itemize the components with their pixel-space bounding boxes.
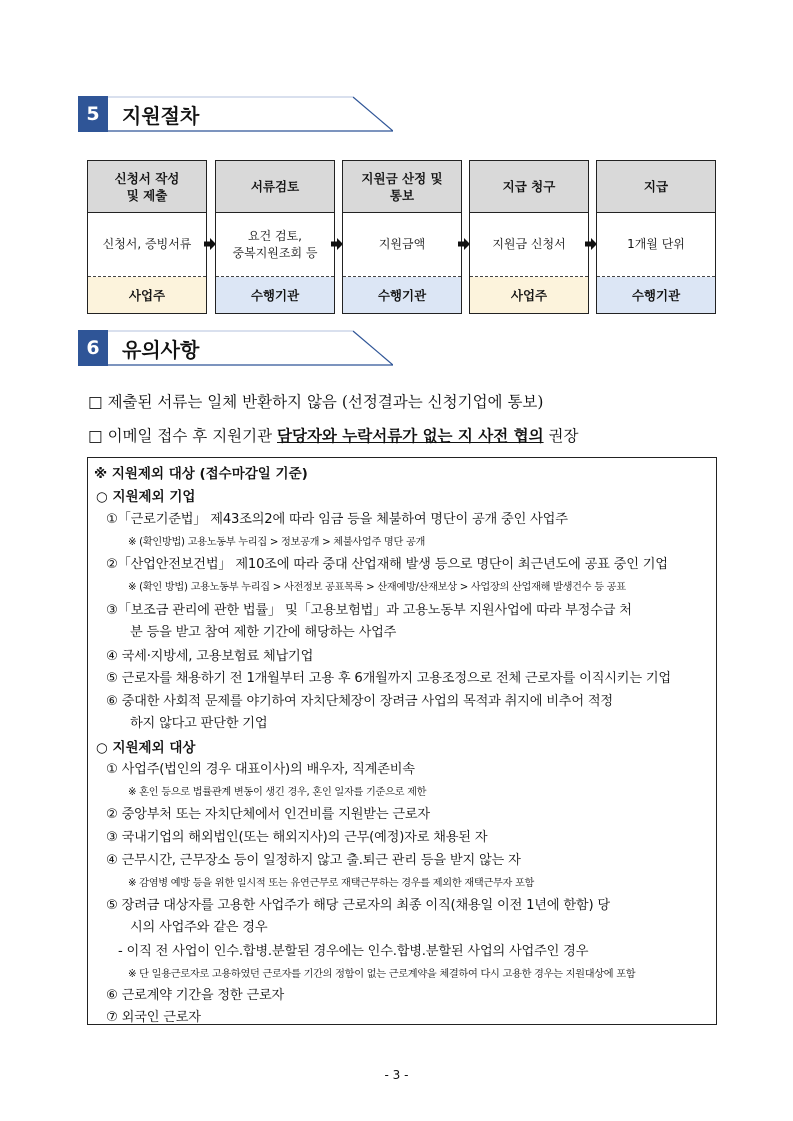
box-item-continued: 하지 않다고 판단한 기업 bbox=[130, 716, 268, 731]
flow-step-head: 서류검토 bbox=[216, 161, 334, 213]
box-remark: ※ 단 일용근로자로 고용하였던 근로자를 기간의 정함이 없는 근로계약을 체결하여 다시 고용한 경우는 지원대상에 포함 bbox=[128, 969, 636, 980]
section-5-underline-icon bbox=[108, 96, 393, 132]
box-item: ⑥ 근로계약 기간을 정한 근로자 bbox=[106, 988, 285, 1003]
flow-step-head: 지원금 산정 및 통보 bbox=[343, 161, 461, 213]
box-subheading: ○ 지원제외 기업 bbox=[96, 489, 196, 505]
box-item: ① 사업주(법인의 경우 대표이사)의 배우자, 직계존비속 bbox=[106, 762, 415, 777]
flow-step-head: 지급 bbox=[597, 161, 715, 213]
flow-step-head: 지급 청구 bbox=[470, 161, 588, 213]
flow-step-body: 신청서, 증빙서류 bbox=[88, 213, 206, 277]
box-remark: ※ (확인 방법) 고용노동부 누리집 > 사전정보 공표목록 > 산재예방/산재보상 > 사업장의 산업재해 발생건수 등 공표 bbox=[128, 582, 626, 593]
note-line-1: □ 제출된 서류는 일체 반환하지 않음 (선정결과는 신청기업에 통보) bbox=[88, 393, 544, 411]
flow-step-2 bbox=[215, 160, 335, 314]
flow-step-actor: 사업주 bbox=[470, 277, 588, 313]
box-item: ①「근로기준법」 제43조의2에 따라 임금 등을 체불하여 명단이 공개 중인 사업주 bbox=[106, 512, 568, 527]
section-5-title: 지원절차 bbox=[122, 104, 200, 128]
box-remark: ※ (확인방법) 고용노동부 누리집 > 정보공개 > 체불사업주 명단 공개 bbox=[128, 537, 426, 548]
page-number: - 3 - bbox=[384, 1068, 409, 1082]
note-line-2-post: 권장 bbox=[543, 427, 579, 445]
flow-step-body: 1개월 단위 bbox=[597, 213, 715, 277]
flow-step-body: 지원금 신청서 bbox=[470, 213, 588, 277]
box-item: ④ 근무시간, 근무장소 등이 일정하지 않고 출.퇴근 관리 등을 받지 않는 자 bbox=[106, 853, 521, 868]
box-item: ⑥ 중대한 사회적 문제를 야기하여 자치단체장이 장려금 사업의 목적과 취지에 비추어 적정 bbox=[106, 694, 613, 709]
box-item: ② 중앙부처 또는 자치단체에서 인건비를 지원받는 근로자 bbox=[106, 807, 430, 822]
box-item-continued: 분 등을 받고 참여 제한 기간에 해당하는 사업주 bbox=[130, 625, 397, 640]
box-item-continued: 시의 사업주와 같은 경우 bbox=[130, 920, 268, 935]
note-line-2-emphasis: 담당자와 누락서류가 없는 지 사전 협의 bbox=[277, 426, 544, 445]
box-heading: ※ 지원제외 대상 (접수마감일 기준) bbox=[94, 466, 308, 482]
flow-step-body: 지원금액 bbox=[343, 213, 461, 277]
flow-step-actor: 수행기관 bbox=[216, 277, 334, 313]
section-6-number: 6 bbox=[78, 330, 108, 366]
section-5-number: 5 bbox=[78, 96, 108, 132]
box-subheading: ○ 지원제외 대상 bbox=[96, 740, 196, 756]
flow-step-actor: 수행기관 bbox=[597, 277, 715, 313]
box-item: ③ 국내기업의 해외법인(또는 해외지사)의 근무(예정)자로 채용된 자 bbox=[106, 830, 488, 845]
procedure-flow bbox=[87, 160, 717, 314]
box-item: ②「산업안전보건법」 제10조에 따라 중대 산업재해 발생 등으로 명단이 최근년도에 공표 중인 기업 bbox=[106, 557, 668, 572]
section-6-title: 유의사항 bbox=[122, 338, 200, 362]
flow-step-3 bbox=[342, 160, 462, 314]
box-item: ⑤ 장려금 대상자를 고용한 사업주가 해당 근로자의 최종 이직(채용일 이전 1년에 한함) 당 bbox=[106, 898, 610, 913]
flow-step-head: 신청서 작성 및 제출 bbox=[88, 161, 206, 213]
section-6-underline-icon bbox=[108, 330, 393, 366]
box-item: ③「보조금 관리에 관한 법률」 및「고용보험법」과 고용노동부 지원사업에 따라 부정수급 처 bbox=[106, 603, 632, 618]
box-remark: ※ 혼인 등으로 법률관계 변동이 생긴 경우, 혼인 일자를 기준으로 제한 bbox=[128, 787, 427, 798]
flow-step-4 bbox=[469, 160, 589, 314]
note-line-2 bbox=[88, 424, 578, 446]
flow-step-5 bbox=[596, 160, 716, 314]
section-6-header bbox=[78, 330, 393, 366]
box-item: ④ 국세·지방세, 고용보험료 체납기업 bbox=[106, 649, 314, 664]
box-item: ⑦ 외국인 근로자 bbox=[106, 1010, 201, 1025]
box-subitem: - 이직 전 사업이 인수.합병.분할된 경우에는 인수.합병.분할된 사업의 사업주인 경우 bbox=[118, 944, 589, 959]
note-line-2-pre: □ 이메일 접수 후 지원기관 bbox=[88, 427, 278, 445]
flow-step-body: 요건 검토, 중복지원조회 등 bbox=[216, 213, 334, 277]
box-item: ⑤ 근로자를 채용하기 전 1개월부터 고용 후 6개월까지 고용조정으로 전체 근로자를 이직시키는 기업 bbox=[106, 671, 671, 686]
flow-step-actor: 수행기관 bbox=[343, 277, 461, 313]
section-5-header bbox=[78, 96, 393, 132]
exclusion-box bbox=[87, 457, 717, 1025]
flow-step-actor: 사업주 bbox=[88, 277, 206, 313]
flow-step-1 bbox=[87, 160, 207, 314]
box-remark: ※ 감염병 예방 등을 위한 일시적 또는 유연근무로 재택근무하는 경우를 제외한 재택근무자 포함 bbox=[128, 878, 535, 889]
